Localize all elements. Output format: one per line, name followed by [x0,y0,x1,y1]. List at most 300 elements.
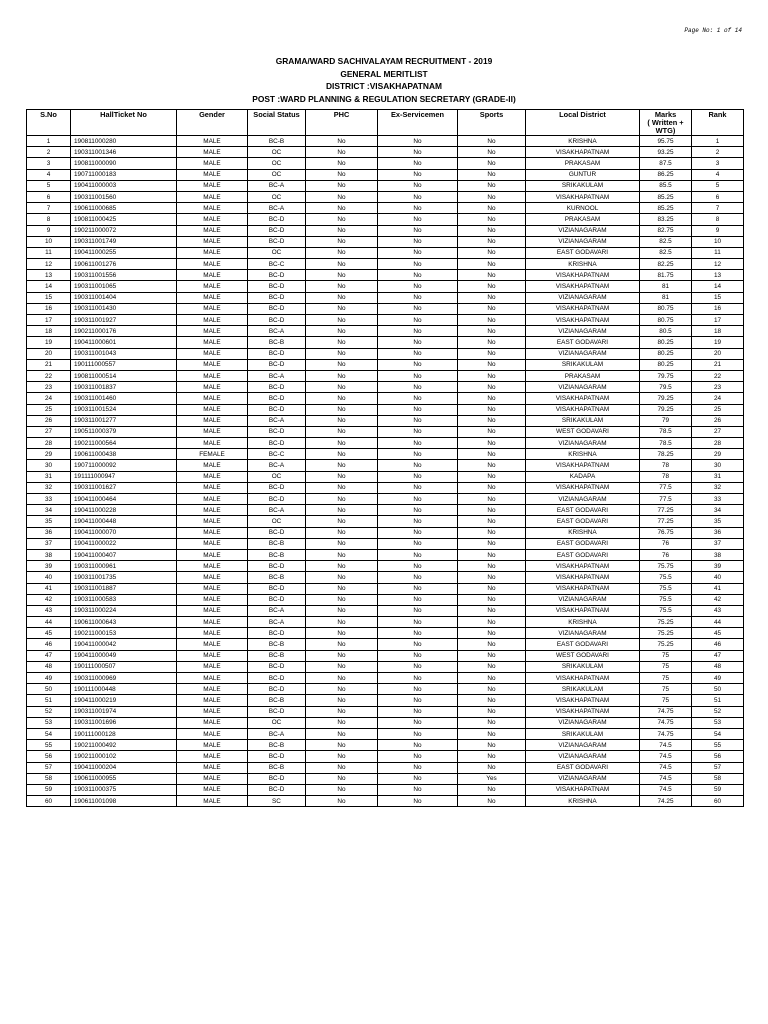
cell-gender: MALE [177,281,248,292]
cell-phc: No [306,136,378,147]
cell-local-district: PRAKASAM [526,370,640,381]
col-header-sno: S.No [27,110,71,136]
cell-hallticket: 190611000955 [71,773,177,784]
cell-marks: 74.25 [640,796,692,807]
cell-social-status: BC-D [248,494,306,505]
cell-hallticket: 190311001556 [71,270,177,281]
cell-social-status: BC-D [248,628,306,639]
cell-phc: No [306,259,378,270]
cell-sno: 5 [27,180,71,191]
cell-gender: MALE [177,247,248,258]
cell-sno: 13 [27,270,71,281]
cell-social-status: BC-D [248,236,306,247]
cell-social-status: BC-D [248,214,306,225]
cell-social-status: BC-A [248,180,306,191]
cell-local-district: KADAPA [526,471,640,482]
cell-gender: MALE [177,549,248,560]
cell-rank: 47 [692,650,744,661]
cell-ex-servicemen: No [378,225,458,236]
cell-sno: 45 [27,628,71,639]
cell-ex-servicemen: No [378,617,458,628]
cell-hallticket: 190411000228 [71,505,177,516]
cell-ex-servicemen: No [378,583,458,594]
cell-hallticket: 190711000092 [71,460,177,471]
cell-hallticket: 190411000601 [71,337,177,348]
cell-local-district: VISAKHAPATNAM [526,561,640,572]
cell-marks: 81.75 [640,270,692,281]
table-row [27,762,744,773]
cell-gender: MALE [177,180,248,191]
cell-marks: 74.5 [640,751,692,762]
cell-social-status: BC-D [248,684,306,695]
cell-rank: 59 [692,784,744,795]
cell-sno: 30 [27,460,71,471]
cell-rank: 10 [692,236,744,247]
cell-ex-servicemen: No [378,191,458,202]
cell-gender: MALE [177,527,248,538]
cell-phc: No [306,426,378,437]
cell-phc: No [306,695,378,706]
cell-ex-servicemen: No [378,695,458,706]
cell-marks: 76 [640,538,692,549]
cell-ex-servicemen: No [378,796,458,807]
cell-hallticket: 190411000042 [71,639,177,650]
cell-rank: 60 [692,796,744,807]
cell-marks: 78.5 [640,426,692,437]
cell-sports: No [458,661,526,672]
cell-sports: No [458,438,526,449]
cell-gender: MALE [177,594,248,605]
cell-rank: 8 [692,214,744,225]
cell-sno: 54 [27,728,71,739]
cell-marks: 74.75 [640,706,692,717]
cell-marks: 76.75 [640,527,692,538]
cell-sno: 28 [27,438,71,449]
cell-phc: No [306,762,378,773]
cell-hallticket: 190311001524 [71,404,177,415]
cell-marks: 79.5 [640,382,692,393]
cell-marks: 78 [640,460,692,471]
cell-hallticket: 190411000255 [71,247,177,258]
cell-marks: 85.5 [640,180,692,191]
cell-ex-servicemen: No [378,404,458,415]
cell-gender: MALE [177,169,248,180]
cell-sports: No [458,717,526,728]
cell-hallticket: 190311001974 [71,706,177,717]
cell-phc: No [306,617,378,628]
cell-rank: 51 [692,695,744,706]
cell-phc: No [306,684,378,695]
cell-sports: No [458,247,526,258]
cell-hallticket: 190211000072 [71,225,177,236]
cell-ex-servicemen: No [378,326,458,337]
cell-marks: 74.5 [640,773,692,784]
cell-sports: No [458,482,526,493]
cell-gender: MALE [177,393,248,404]
cell-marks: 75.5 [640,583,692,594]
cell-local-district: SRIKAKULAM [526,415,640,426]
heading-post: POST :WARD PLANNING & REGULATION SECRETARY (GRADE-II) [252,93,516,104]
cell-marks: 76 [640,549,692,560]
cell-gender: MALE [177,639,248,650]
cell-local-district: KRISHNA [526,449,640,460]
cell-local-district: KRISHNA [526,617,640,628]
cell-ex-servicemen: No [378,415,458,426]
cell-hallticket: 190711000183 [71,169,177,180]
col-header-rank: Rank [692,110,744,136]
cell-rank: 57 [692,762,744,773]
cell-sports: No [458,572,526,583]
cell-local-district: KRISHNA [526,796,640,807]
cell-social-status: BC-D [248,303,306,314]
table-row [27,270,744,281]
cell-local-district: VIZIANAGARAM [526,326,640,337]
col-header-marks: Marks ( Written + WTG) [640,110,692,136]
cell-hallticket: 190311000224 [71,605,177,616]
cell-phc: No [306,628,378,639]
cell-marks: 75.5 [640,594,692,605]
table-row [27,136,744,147]
cell-ex-servicemen: No [378,359,458,370]
cell-marks: 81 [640,292,692,303]
cell-hallticket: 190311001837 [71,382,177,393]
cell-rank: 38 [692,549,744,560]
cell-hallticket: 190311000969 [71,673,177,684]
cell-sports: No [458,494,526,505]
cell-sports: No [458,393,526,404]
cell-marks: 80.25 [640,337,692,348]
cell-sno: 38 [27,549,71,560]
cell-local-district: KRISHNA [526,259,640,270]
cell-gender: MALE [177,292,248,303]
cell-local-district: KRISHNA [526,136,640,147]
table-row [27,650,744,661]
cell-hallticket: 190611001276 [71,259,177,270]
cell-local-district: VISAKHAPATNAM [526,784,640,795]
cell-social-status: BC-A [248,415,306,426]
cell-sno: 34 [27,505,71,516]
cell-local-district: VIZIANAGARAM [526,225,640,236]
cell-sno: 53 [27,717,71,728]
cell-marks: 86.25 [640,169,692,180]
cell-local-district: VISAKHAPATNAM [526,706,640,717]
cell-local-district: VISAKHAPATNAM [526,583,640,594]
cell-rank: 19 [692,337,744,348]
cell-local-district: KURNOOL [526,203,640,214]
cell-hallticket: 190311001560 [71,191,177,202]
table-row [27,292,744,303]
cell-phc: No [306,247,378,258]
cell-marks: 74.5 [640,740,692,751]
table-header-row [27,110,744,136]
cell-ex-servicemen: No [378,270,458,281]
cell-hallticket: 190311001696 [71,717,177,728]
cell-marks: 75.5 [640,605,692,616]
cell-sports: No [458,594,526,605]
cell-local-district: VIZIANAGARAM [526,717,640,728]
cell-rank: 41 [692,583,744,594]
cell-hallticket: 190211000153 [71,628,177,639]
col-header-hallticket: HallTicket No [71,110,177,136]
cell-ex-servicemen: No [378,158,458,169]
cell-gender: MALE [177,303,248,314]
cell-sports: No [458,784,526,795]
cell-ex-servicemen: No [378,549,458,560]
cell-sno: 33 [27,494,71,505]
cell-sno: 58 [27,773,71,784]
cell-local-district: GUNTUR [526,169,640,180]
merit-list-table [26,109,744,807]
cell-marks: 87.5 [640,158,692,169]
cell-ex-servicemen: No [378,594,458,605]
cell-sports: No [458,426,526,437]
table-row [27,326,744,337]
cell-local-district: SRIKAKULAM [526,359,640,370]
cell-ex-servicemen: No [378,303,458,314]
cell-phc: No [306,337,378,348]
cell-sports: No [458,203,526,214]
table-row [27,415,744,426]
cell-hallticket: 190411000448 [71,516,177,527]
cell-social-status: BC-D [248,393,306,404]
cell-social-status: BC-D [248,225,306,236]
cell-sports: No [458,561,526,572]
cell-sports: No [458,348,526,359]
cell-phc: No [306,438,378,449]
cell-sno: 60 [27,796,71,807]
cell-rank: 4 [692,169,744,180]
cell-sno: 8 [27,214,71,225]
cell-phc: No [306,706,378,717]
cell-ex-servicemen: No [378,516,458,527]
cell-ex-servicemen: No [378,236,458,247]
cell-social-status: OC [248,158,306,169]
cell-sno: 23 [27,382,71,393]
table-row [27,617,744,628]
cell-sno: 11 [27,247,71,258]
cell-sports: No [458,740,526,751]
cell-rank: 11 [692,247,744,258]
cell-ex-servicemen: No [378,505,458,516]
cell-gender: MALE [177,717,248,728]
cell-hallticket: 190811000090 [71,158,177,169]
col-header-phc: PHC [306,110,378,136]
cell-ex-servicemen: No [378,203,458,214]
table-row [27,169,744,180]
cell-rank: 37 [692,538,744,549]
cell-ex-servicemen: No [378,259,458,270]
cell-gender: MALE [177,147,248,158]
cell-marks: 82.5 [640,236,692,247]
cell-sports: No [458,270,526,281]
cell-rank: 25 [692,404,744,415]
cell-social-status: BC-B [248,538,306,549]
cell-sno: 10 [27,236,71,247]
cell-marks: 85.25 [640,191,692,202]
cell-social-status: BC-B [248,136,306,147]
table-row [27,628,744,639]
table-row [27,281,744,292]
table-row [27,259,744,270]
cell-social-status: BC-D [248,594,306,605]
cell-phc: No [306,516,378,527]
cell-sports: No [458,505,526,516]
cell-local-district: VIZIANAGARAM [526,594,640,605]
cell-ex-servicemen: No [378,460,458,471]
cell-rank: 56 [692,751,744,762]
cell-hallticket: 190411000407 [71,549,177,560]
cell-gender: MALE [177,225,248,236]
cell-ex-servicemen: No [378,281,458,292]
table-row [27,214,744,225]
cell-sno: 40 [27,572,71,583]
cell-sno: 36 [27,527,71,538]
cell-phc: No [306,270,378,281]
cell-sports: No [458,169,526,180]
cell-social-status: BC-D [248,359,306,370]
cell-social-status: BC-D [248,382,306,393]
cell-phc: No [306,281,378,292]
cell-hallticket: 190211000102 [71,751,177,762]
cell-sno: 44 [27,617,71,628]
cell-phc: No [306,460,378,471]
cell-local-district: EAST GODAVARI [526,762,640,773]
cell-sno: 14 [27,281,71,292]
cell-sports: No [458,527,526,538]
cell-phc: No [306,382,378,393]
cell-sports: No [458,214,526,225]
cell-sports: No [458,370,526,381]
cell-hallticket: 191111000947 [71,471,177,482]
cell-phc: No [306,147,378,158]
cell-social-status: BC-A [248,617,306,628]
cell-sports: No [458,449,526,460]
cell-gender: MALE [177,158,248,169]
document-heading [0,55,768,105]
cell-phc: No [306,728,378,739]
cell-phc: No [306,326,378,337]
cell-hallticket: 190611000643 [71,617,177,628]
cell-marks: 79.75 [640,370,692,381]
cell-sports: No [458,382,526,393]
col-header-local-district: Local District [526,110,640,136]
table-row [27,359,744,370]
cell-sno: 48 [27,661,71,672]
cell-ex-servicemen: No [378,751,458,762]
cell-gender: MALE [177,236,248,247]
cell-gender: MALE [177,359,248,370]
cell-sno: 15 [27,292,71,303]
cell-phc: No [306,740,378,751]
cell-hallticket: 190311001430 [71,303,177,314]
cell-sports: No [458,225,526,236]
cell-marks: 79.25 [640,393,692,404]
cell-ex-servicemen: No [378,147,458,158]
cell-rank: 14 [692,281,744,292]
table-row [27,147,744,158]
cell-gender: MALE [177,348,248,359]
cell-phc: No [306,549,378,560]
cell-rank: 40 [692,572,744,583]
cell-marks: 78.25 [640,449,692,460]
cell-gender: MALE [177,404,248,415]
cell-sports: No [458,460,526,471]
cell-sno: 56 [27,751,71,762]
cell-social-status: BC-D [248,661,306,672]
cell-social-status: OC [248,247,306,258]
table-row [27,505,744,516]
col-header-sports: Sports [458,110,526,136]
cell-rank: 45 [692,628,744,639]
cell-gender: MALE [177,494,248,505]
cell-local-district: VIZIANAGARAM [526,751,640,762]
cell-social-status: OC [248,516,306,527]
cell-sno: 20 [27,348,71,359]
cell-sports: No [458,281,526,292]
cell-hallticket: 190111000128 [71,728,177,739]
cell-ex-servicemen: No [378,572,458,583]
cell-local-district: VISAKHAPATNAM [526,404,640,415]
cell-ex-servicemen: No [378,706,458,717]
cell-marks: 75 [640,673,692,684]
cell-sports: No [458,762,526,773]
cell-rank: 27 [692,426,744,437]
cell-social-status: BC-B [248,549,306,560]
cell-marks: 75 [640,695,692,706]
cell-marks: 79 [640,415,692,426]
cell-gender: MALE [177,762,248,773]
cell-local-district: VISAKHAPATNAM [526,460,640,471]
cell-local-district: VISAKHAPATNAM [526,605,640,616]
cell-marks: 81 [640,281,692,292]
cell-sno: 41 [27,583,71,594]
cell-sno: 17 [27,315,71,326]
cell-marks: 82.75 [640,225,692,236]
cell-gender: MALE [177,471,248,482]
table-row [27,180,744,191]
cell-hallticket: 190811000425 [71,214,177,225]
cell-social-status: SC [248,796,306,807]
cell-rank: 21 [692,359,744,370]
table-row [27,740,744,751]
cell-social-status: BC-B [248,762,306,773]
cell-ex-servicemen: No [378,214,458,225]
cell-ex-servicemen: No [378,762,458,773]
cell-rank: 15 [692,292,744,303]
cell-phc: No [306,650,378,661]
cell-phc: No [306,225,378,236]
cell-sno: 37 [27,538,71,549]
cell-gender: MALE [177,315,248,326]
cell-hallticket: 190311001887 [71,583,177,594]
cell-local-district: VIZIANAGARAM [526,236,640,247]
cell-sno: 52 [27,706,71,717]
cell-social-status: OC [248,147,306,158]
cell-local-district: VISAKHAPATNAM [526,147,640,158]
cell-phc: No [306,203,378,214]
cell-social-status: BC-D [248,315,306,326]
cell-ex-servicemen: No [378,315,458,326]
cell-marks: 95.75 [640,136,692,147]
table-row [27,751,744,762]
cell-social-status: BC-B [248,740,306,751]
cell-phc: No [306,191,378,202]
cell-sno: 16 [27,303,71,314]
cell-sno: 51 [27,695,71,706]
cell-phc: No [306,169,378,180]
cell-hallticket: 190811000280 [71,136,177,147]
cell-sports: No [458,315,526,326]
